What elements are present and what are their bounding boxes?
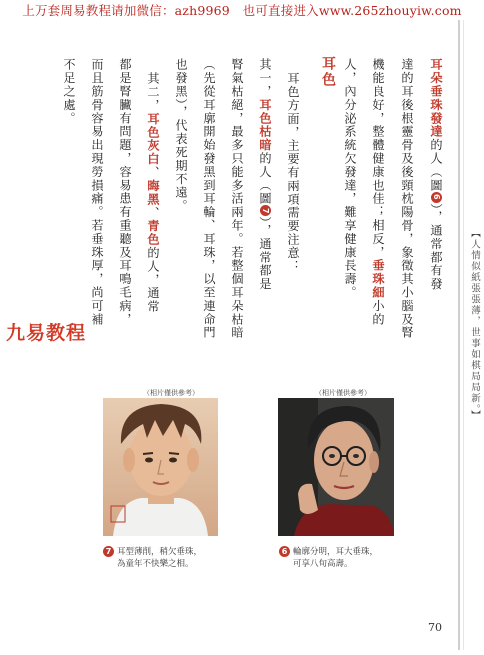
- photo-disclaimer-left: （相片僅供參考）: [143, 389, 199, 397]
- photo-caption-right: 6 輪廓分明，耳大垂珠， 可享八旬高壽。: [279, 546, 409, 570]
- text-column-2: 達的耳後根靈骨及後頸枕陽骨，象徵其小腦及腎: [400, 58, 414, 340]
- portrait-young-man-image: [103, 398, 218, 536]
- watermark-logo: 九易教程: [6, 322, 87, 344]
- text-column-8: 腎氣枯絕，最多只能多活兩年。若整個耳朵枯暗: [230, 58, 244, 340]
- text-column-9: （先從耳廓開始發黑到耳輪、耳珠，以至連命門: [202, 58, 216, 340]
- text-column-4: 人，內分泌系統欠發達，難享健康長壽。: [343, 58, 357, 300]
- highlight-text: 耳色枯暗: [258, 98, 272, 152]
- caption-number-7: 7: [103, 546, 114, 557]
- text-column-3: 機能良好，整體健康也佳；相反，垂珠細小的: [371, 58, 385, 327]
- text-column-10: 也發黑），代表死期不遠。: [174, 58, 188, 213]
- top-banner: 上万套周易教程请加微信：azh9969 也可直接进入www.265zhouyiw.com: [22, 3, 462, 18]
- margin-rule: [458, 20, 460, 650]
- text-column-11: 其二，耳色灰白、晦黑、青色的人，通常: [146, 72, 160, 314]
- photo-caption-left: 7 耳型薄削，稍欠垂珠， 為童年不快樂之相。: [103, 546, 233, 570]
- highlight-text: 耳色灰白: [146, 112, 160, 166]
- portrait-photo-elderly-woman: [278, 398, 394, 536]
- portrait-photo-young-man: [103, 398, 218, 536]
- highlight-text: 耳朵垂珠發達: [429, 58, 443, 139]
- text-column-1: 耳朵垂珠發達的人（圖6），通常都有發: [429, 58, 443, 291]
- margin-rule-thin: [463, 20, 464, 650]
- text-column-12: 都是腎臟有問題，容易患有重聽及耳鳴毛病，: [118, 58, 132, 326]
- portrait-elderly-woman-image: [278, 398, 394, 536]
- highlight-text: 青色: [146, 219, 160, 247]
- highlight-text: 晦黑: [146, 179, 160, 207]
- text-column-7: 其一，耳色枯暗的人（圖7），通常都是: [258, 58, 272, 291]
- caption-number-6: 6: [279, 546, 290, 557]
- section-heading: 耳色: [320, 56, 336, 88]
- text-column-14: 不足之處。: [62, 58, 76, 125]
- photo-disclaimer-right: （相片僅供參考）: [315, 389, 371, 397]
- text-column-6: 耳色方面，主要有兩項需要注意：: [286, 72, 300, 273]
- text-column-13: 而且筋骨容易出現勞損痛。若垂珠厚，尚可補: [90, 58, 104, 326]
- page-number: 70: [428, 621, 442, 634]
- figure-7-marker: 7: [260, 205, 271, 216]
- figure-6-marker: 6: [431, 192, 442, 203]
- highlight-text: 垂珠細: [371, 259, 385, 300]
- side-proverb: 【人情似紙張張薄，世事如棋局局新。】: [469, 228, 480, 422]
